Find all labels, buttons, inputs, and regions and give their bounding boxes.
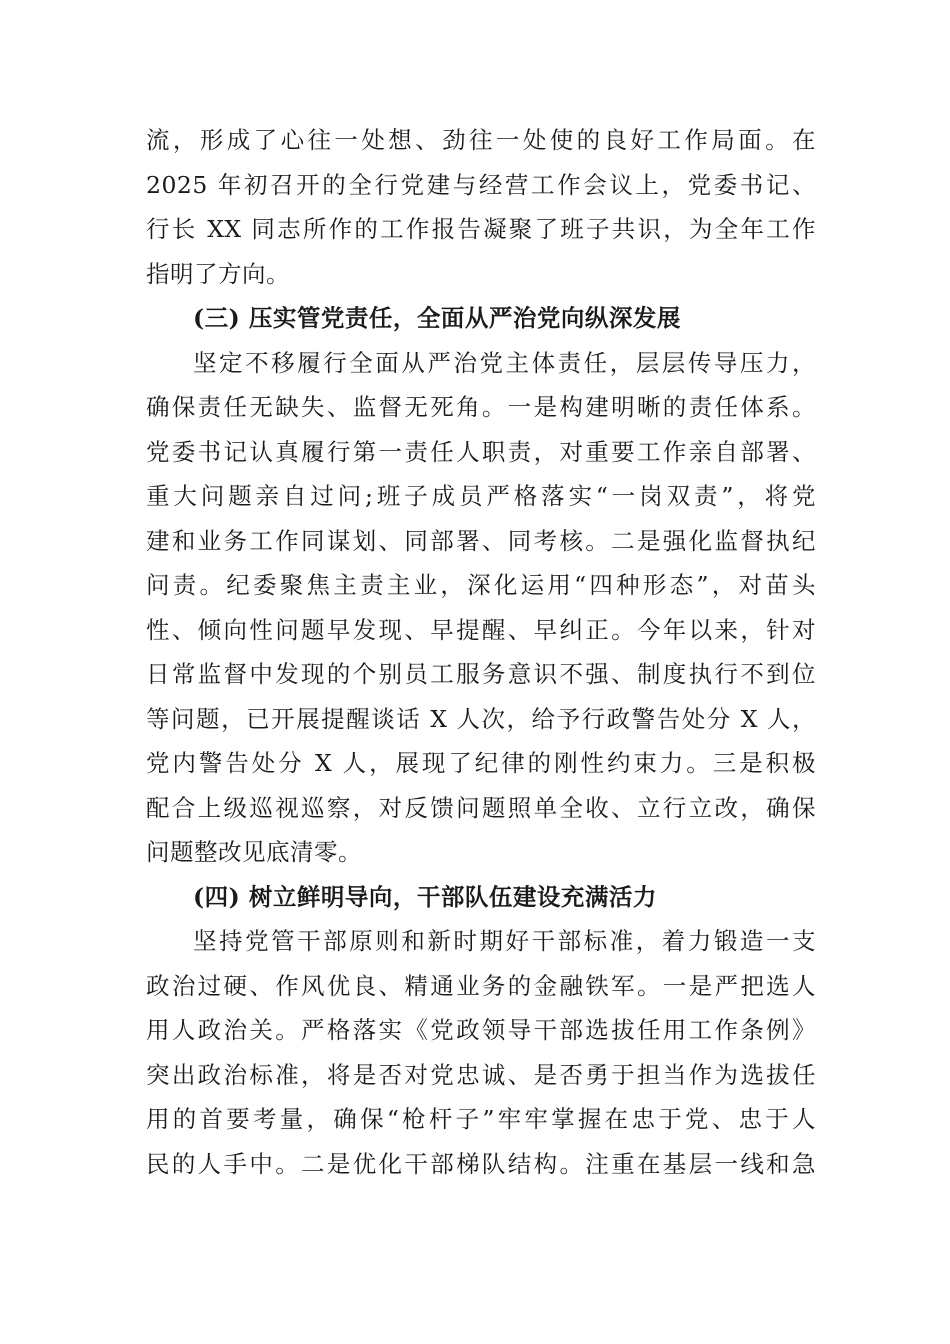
paragraph-2-line-4: 重大问题亲自过问;班子成员严格落实“一岗双责”，将党 (146, 482, 816, 510)
paragraph-2-line-5: 建和业务工作同谋划、同部署、同考核。二是强化监督执纪 (146, 526, 816, 555)
paragraph-2-line-1: 坚定不移履行全面从严治党主体责任，层层传导压力， (193, 348, 816, 377)
paragraph-1-line-4: 指明了方向。 (146, 259, 290, 288)
document-body (146, 118, 816, 1186)
paragraph-2-line-6: 问责。纪委聚焦主责主业，深化运用“四种形态”，对苗头 (146, 571, 816, 599)
paragraph-2-line-10: 党内警告处分 X 人，展现了纪律的刚性约束力。三是积极 (146, 749, 816, 777)
paragraph-2-line-11: 配合上级巡视巡察，对反馈问题照单全收、立行立改，确保 (146, 793, 816, 822)
paragraph-2-line-7: 性、倾向性问题早发现、早提醒、早纠正。今年以来，针对 (146, 615, 816, 644)
paragraph-1-line-2: 2025 年初召开的全行党建与经营工作会议上，党委书记、 (146, 170, 816, 199)
section-heading-3: (三) 压实管党责任，全面从严治党向纵深发展 (193, 304, 681, 332)
paragraph-2-line-3: 党委书记认真履行第一责任人职责，对重要工作亲自部署、 (146, 437, 816, 466)
paragraph-3-line-4: 突出政治标准，将是否对党忠诚、是否勇于担当作为选拔任 (146, 1060, 816, 1089)
section-heading-4: (四) 树立鲜明导向，干部队伍建设充满活力 (193, 882, 657, 911)
paragraph-2-line-2: 确保责任无缺失、监督无死角。一是构建明晰的责任体系。 (146, 393, 816, 421)
paragraph-2-line-8: 日常监督中发现的个别员工服务意识不强、制度执行不到位 (146, 660, 816, 688)
paragraph-3-line-1: 坚持党管干部原则和新时期好干部标准，着力锻造一支 (193, 927, 816, 955)
paragraph-1-line-1: 流，形成了心往一处想、劲往一处使的良好工作局面。在 (146, 126, 816, 154)
paragraph-2-line-9: 等问题，已开展提醒谈话 X 人次，给予行政警告处分 X 人， (146, 704, 816, 733)
paragraph-3-line-5: 用的首要考量，确保“枪杆子”牢牢掌握在忠于党、忠于人 (146, 1105, 816, 1133)
paragraph-1-line-3: 行长 XX 同志所作的工作报告凝聚了班子共识，为全年工作 (146, 215, 816, 243)
paragraph-3-line-3: 用人政治关。严格落实《党政领导干部选拔任用工作条例》 (146, 1016, 816, 1044)
paragraph-2-line-12: 问题整改见底清零。 (146, 838, 362, 866)
paragraph-3-line-2: 政治过硬、作风优良、精通业务的金融铁军。一是严把选人 (146, 971, 816, 1000)
paragraph-3-line-6: 民的人手中。二是优化干部梯队结构。注重在基层一线和急 (146, 1149, 816, 1178)
